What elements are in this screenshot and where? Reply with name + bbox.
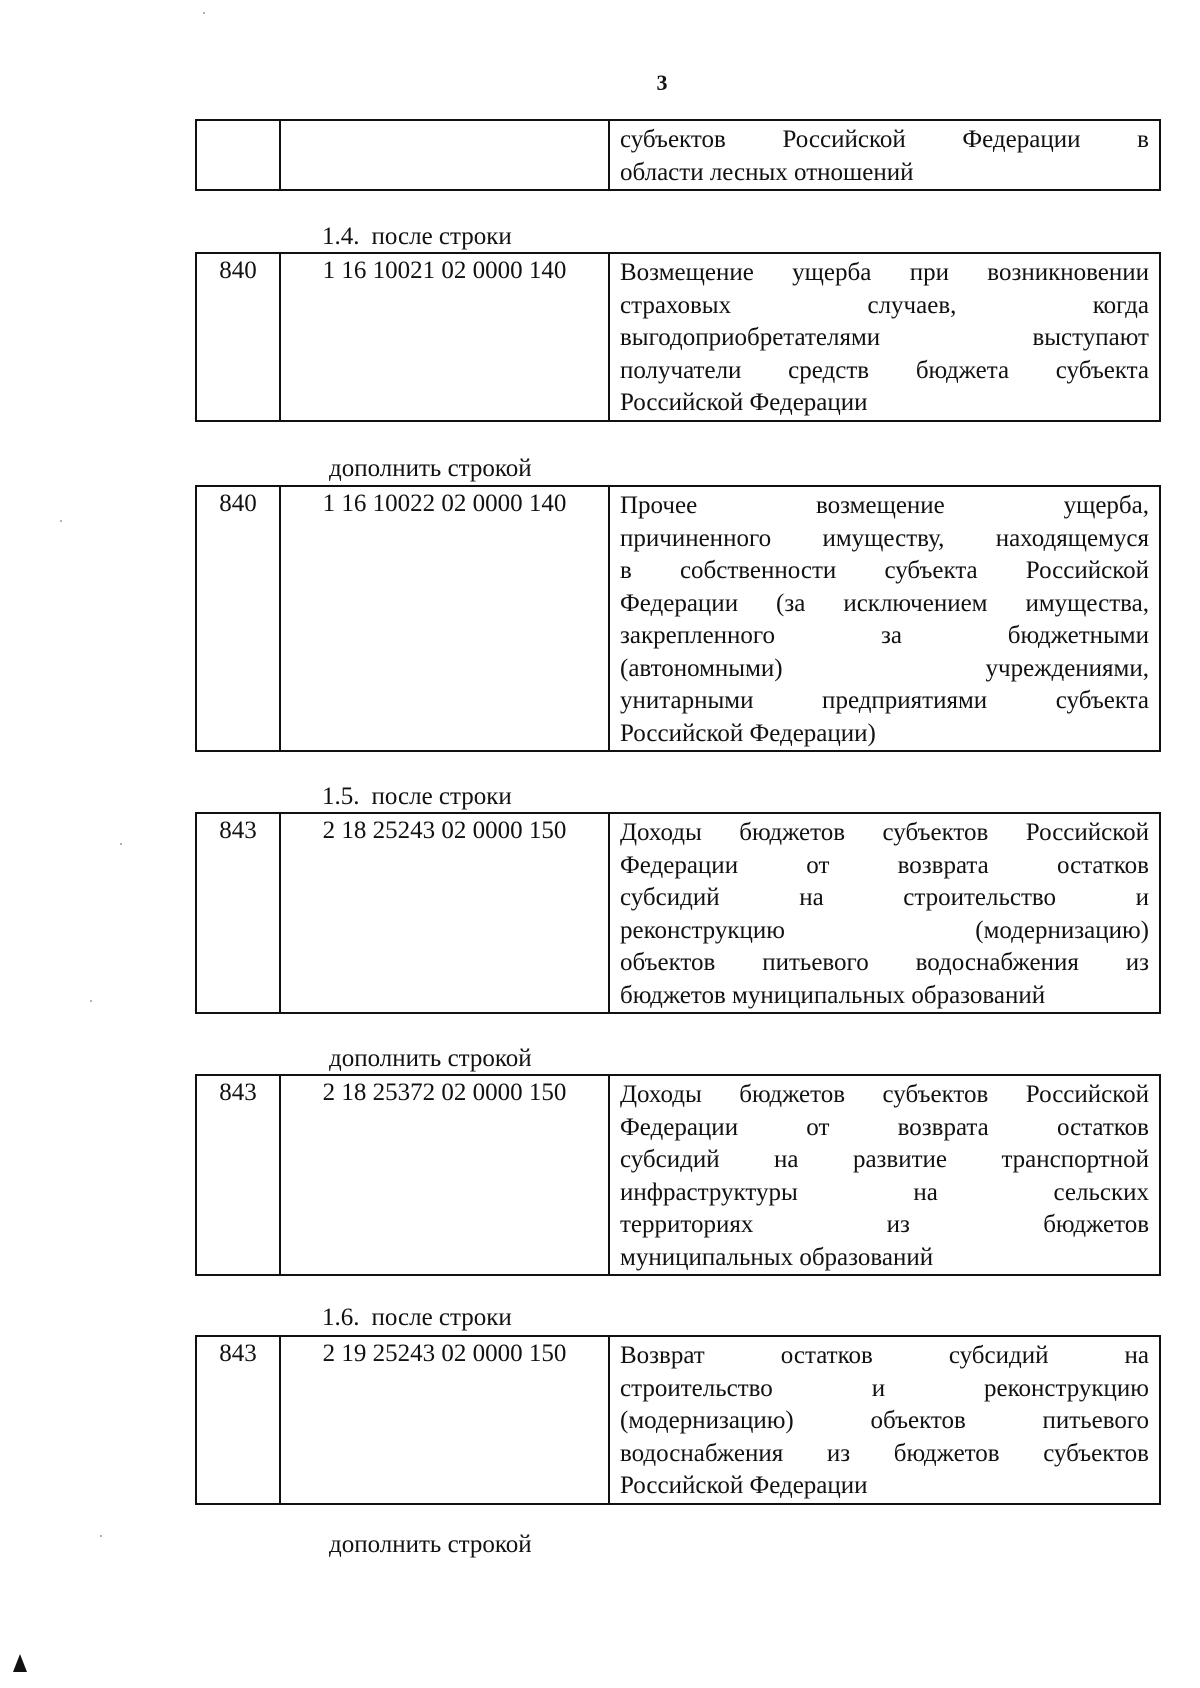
- description-line: унитарными предприятиями субъекта: [620, 687, 1149, 714]
- admin-code-cell: 840: [196, 253, 280, 421]
- table-row: [196, 1075, 1160, 1275]
- description-line: Доходы бюджетов субъектов Российской: [620, 819, 1149, 846]
- section-caption-1-4: [322, 223, 512, 251]
- description-line: (автономными) учреждениями,: [620, 654, 1149, 682]
- description-line: Российской Федерации): [620, 719, 876, 747]
- table-row: [196, 813, 1160, 1013]
- description-cell: [609, 486, 1160, 751]
- admin-code-cell: 843: [196, 813, 280, 1013]
- description-line: Доходы бюджетов субъектов Российской: [620, 1081, 1149, 1108]
- section-caption-add-row: [329, 455, 532, 483]
- table-row: [196, 486, 1160, 751]
- description-line: Федерации (за исключением имущества,: [620, 589, 1149, 617]
- description-line: получатели средств бюджета субъекта: [620, 356, 1149, 384]
- description-line: (модернизацию) объектов питьевого: [620, 1407, 1149, 1434]
- budget-table-1-5-add: [195, 1074, 1161, 1276]
- kbk-code-cell: 2 19 25243 02 0000 150: [280, 1336, 609, 1504]
- scan-speck: [90, 1000, 92, 1002]
- page-number: 3: [656, 70, 668, 95]
- scan-speck: [60, 520, 62, 522]
- description-cell: [609, 120, 1160, 190]
- budget-table-1-4-after: [195, 252, 1161, 422]
- description-line: причиненного имуществу, находящемуся: [620, 524, 1149, 552]
- description-line: строительство и реконструкцию: [620, 1374, 1149, 1402]
- kbk-code-cell: 1 16 10022 02 0000 140: [280, 486, 609, 751]
- caption-number: 1.5.: [322, 783, 360, 810]
- description-line: Российской Федерации: [620, 1472, 868, 1499]
- description-line: Возмещение ущерба при возникновении: [620, 259, 1149, 286]
- description-line: субсидий на развитие транспортной: [620, 1146, 1149, 1173]
- description-cell: [609, 253, 1160, 421]
- description-line: Прочее возмещение ущерба,: [620, 492, 1149, 519]
- section-caption-1-5: [322, 783, 512, 811]
- budget-table-continued: [195, 119, 1161, 191]
- description-line: объектов питьевого водоснабжения из: [620, 949, 1149, 976]
- table-row: [196, 120, 1160, 190]
- description-line: области лесных отношений: [620, 158, 914, 186]
- kbk-code-cell: 2 18 25372 02 0000 150: [280, 1075, 609, 1275]
- caption-text: после строки: [371, 783, 512, 810]
- description-line: выгодоприобретателями выступают: [620, 324, 1149, 351]
- description-line: Федерации от возврата остатков: [620, 1113, 1149, 1141]
- kbk-code-cell: [280, 120, 609, 190]
- section-caption-add-row: [329, 1045, 532, 1073]
- table-row: [196, 253, 1160, 421]
- admin-code-cell: [196, 120, 280, 190]
- caption-text: после строки: [371, 223, 512, 250]
- description-cell: [609, 1075, 1160, 1275]
- description-line: страховых случаев, когда: [620, 291, 1149, 319]
- description-line: территориях из бюджетов: [620, 1211, 1149, 1238]
- kbk-code-cell: 1 16 10021 02 0000 140: [280, 253, 609, 421]
- description-line: бюджетов муниципальных образований: [620, 981, 1046, 1009]
- section-caption-1-6: [322, 1304, 512, 1332]
- caption-text: дополнить строкой: [329, 1045, 532, 1072]
- caption-text: после строки: [371, 1304, 512, 1331]
- description-line: субсидий на строительство и: [620, 884, 1149, 911]
- scan-speck: [100, 1535, 102, 1537]
- description-line: реконструкцию (модернизацию): [620, 916, 1149, 944]
- description-line: Российской Федерации: [620, 389, 868, 416]
- description-line: инфраструктуры на сельских: [620, 1178, 1149, 1206]
- admin-code-cell: 840: [196, 486, 280, 751]
- budget-table-1-5-after: [195, 812, 1161, 1014]
- admin-code-cell: 843: [196, 1075, 280, 1275]
- scan-speck: [120, 843, 122, 845]
- description-cell: [609, 1336, 1160, 1504]
- scan-speck: [203, 12, 205, 14]
- admin-code-cell: 843: [196, 1336, 280, 1504]
- description-line: в собственности субъекта Российской: [620, 557, 1149, 584]
- caption-number: 1.6.: [322, 1304, 360, 1331]
- description-line: водоснабжения из бюджетов субъектов: [620, 1439, 1149, 1467]
- caption-text: дополнить строкой: [329, 455, 532, 482]
- description-line: закрепленного за бюджетными: [620, 622, 1149, 649]
- description-line: муниципальных образований: [620, 1243, 934, 1271]
- scan-mark: [13, 1654, 27, 1672]
- table-row: [196, 1336, 1160, 1504]
- description-line: субъектов Российской Федерации в: [620, 126, 1149, 153]
- budget-table-1-4-add: [195, 485, 1161, 752]
- kbk-code-cell: 2 18 25243 02 0000 150: [280, 813, 609, 1013]
- caption-number: 1.4.: [322, 223, 360, 250]
- description-cell: [609, 813, 1160, 1013]
- description-line: Федерации от возврата остатков: [620, 851, 1149, 879]
- budget-table-1-6-after: [195, 1335, 1161, 1505]
- description-line: Возврат остатков субсидий на: [620, 1342, 1149, 1369]
- final-caption: дополнить строкой: [329, 1531, 532, 1558]
